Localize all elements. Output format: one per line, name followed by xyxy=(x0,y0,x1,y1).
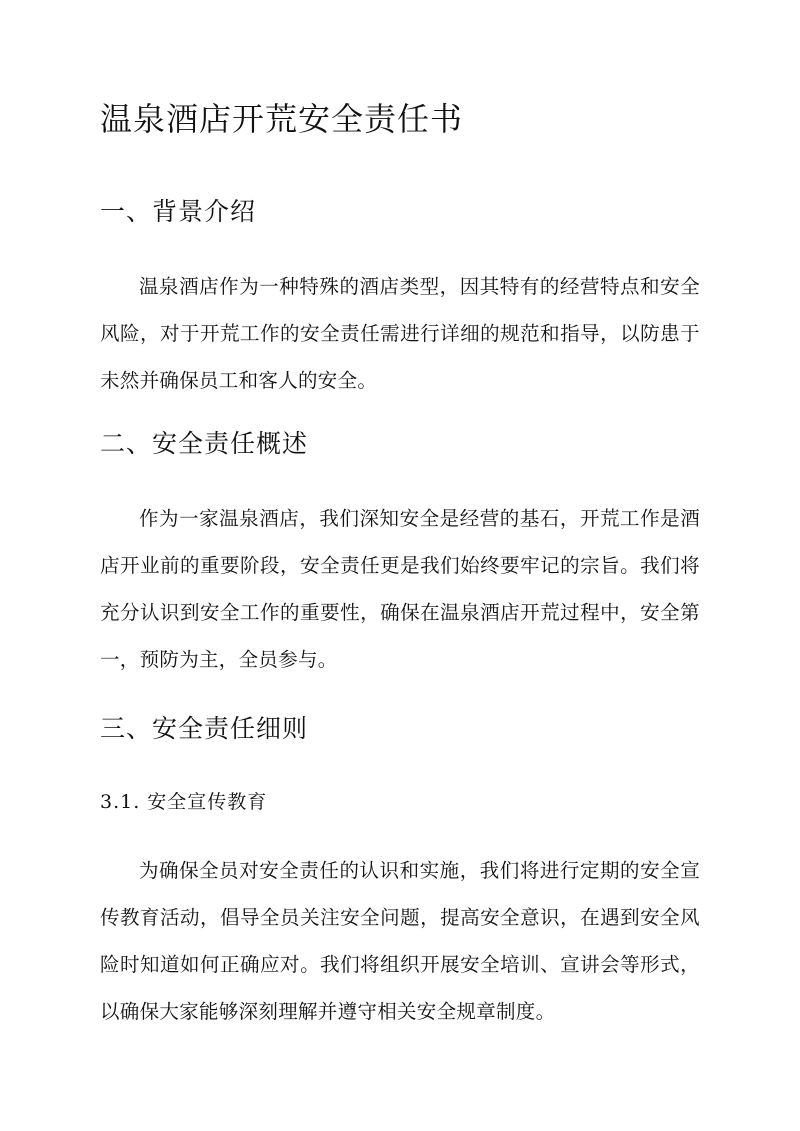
subsection-paragraph-safety-education: 为确保全员对安全责任的认识和实施，我们将进行定期的安全宣传教育活动，倡导全员关注安全问题，提高安全意识，在遇到安全风险时知道如何正确应对。我们将组织开展安全培训、宣讲会等形式，以确保大家能够深刻理解并遵守相关安全规章制度。 xyxy=(100,859,700,1023)
section-heading-details: 三、安全责任细则 xyxy=(100,714,309,743)
section-paragraph-overview: 作为一家温泉酒店，我们深知安全是经营的基石，开荒工作是酒店开业前的重要阶段，安全责任更是我们始终要牢记的宗旨。我们将充分认识到安全工作的重要性，确保在温泉酒店开荒过程中，安全第一，预防为主，全员参与。 xyxy=(100,507,700,671)
subsection-heading-safety-education: 3.1. 安全宣传教育 xyxy=(100,791,268,813)
section-heading-overview: 二、安全责任概述 xyxy=(100,429,309,458)
document-title: 温泉酒店开荒安全责任书 xyxy=(100,100,464,138)
section-heading-background: 一、背景介绍 xyxy=(100,197,257,226)
section-paragraph-background: 温泉酒店作为一种特殊的酒店类型，因其特有的经营特点和安全风险，对于开荒工作的安全责任需进行详细的规范和指导，以防患于未然并确保员工和客人的安全。 xyxy=(100,275,700,392)
